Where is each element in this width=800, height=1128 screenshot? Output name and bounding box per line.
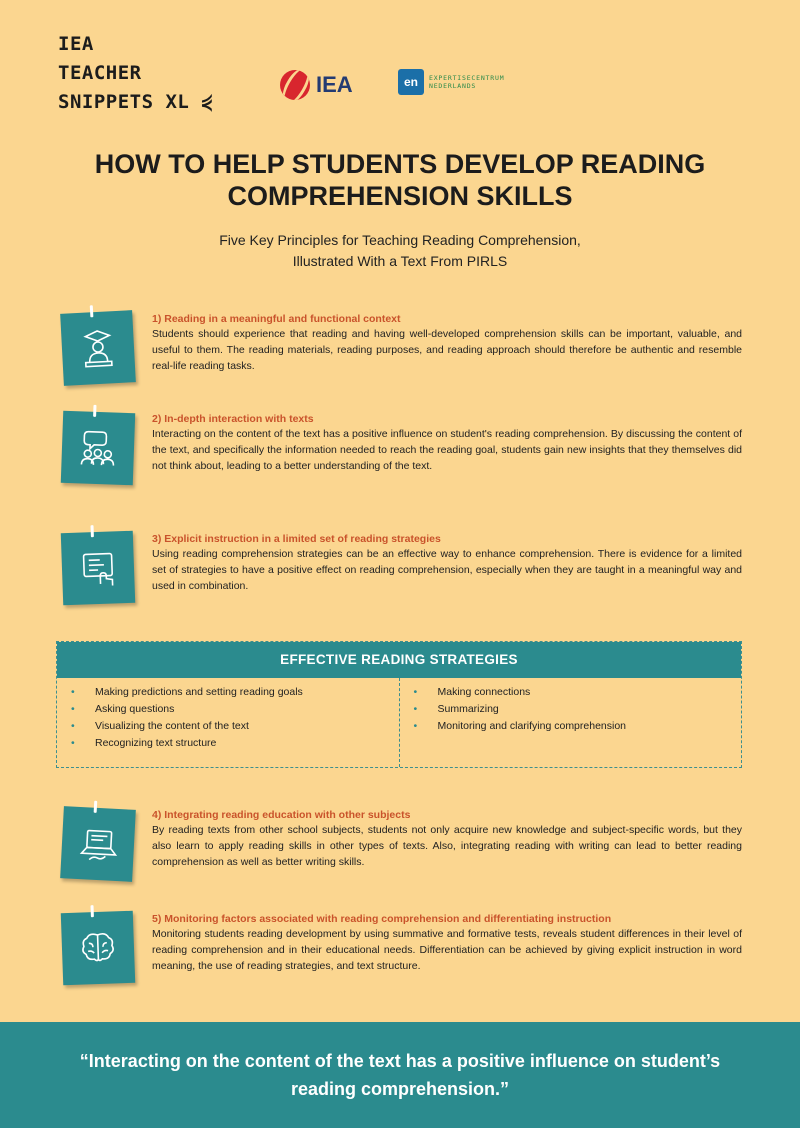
series-logo-line: SNIPPETS XL ⋞ <box>58 91 214 113</box>
principle-heading: 3) Explicit instruction in a limited set of reading strategies <box>152 533 441 545</box>
principle-body: Using reading comprehension strategies can be an effective way to enhance comprehension. There is evidence for a limited set of strategies to have a positive effect on reading comprehension, especially when they are taught in a meaningful way and used in combination. <box>152 548 742 592</box>
iea-logo <box>280 70 353 100</box>
subtitle-line: Five Key Principles for Teaching Reading Comprehension, <box>219 232 581 248</box>
principle-heading: 2) In-depth interaction with texts <box>152 413 314 425</box>
globe-icon <box>280 70 310 100</box>
expertisecentrum-logo <box>398 69 504 95</box>
principle-body: Students should experience that reading and having well-developed comprehension skills can be important, valuable, and useful to them. The reading materials, reading purposes, and reading approach should therefore be authentic and resemble real-life reading tasks. <box>152 328 742 372</box>
discussion-icon <box>75 425 121 471</box>
pull-quote: “Interacting on the content of the text has a positive influence on student’s reading comprehension.” <box>79 1051 721 1099</box>
icon-card <box>61 911 135 985</box>
brain-icon <box>75 925 121 971</box>
page-title: HOW TO HELP STUDENTS DEVELOP READING COMPREHENSION SKILLS <box>94 149 706 211</box>
strategy-item: • Recognizing text structure <box>71 735 399 752</box>
series-logo-line: IEA <box>58 33 94 55</box>
tablet-icon <box>75 545 121 591</box>
series-logo-line: TEACHER <box>58 62 142 84</box>
strategies-list-left <box>71 684 399 752</box>
subtitle-line: Illustrated With a Text From PIRLS <box>292 253 508 269</box>
pin-icon <box>94 801 98 813</box>
en-logo-icon: en <box>398 69 424 95</box>
quote-band <box>0 1022 800 1128</box>
iea-logo-text: IEA <box>316 72 353 97</box>
strategy-item: • Asking questions <box>71 701 399 718</box>
strategy-item: • Summarizing <box>414 701 742 718</box>
principle-heading: 5) Monitoring factors associated with reading comprehension and differentiating instruction <box>152 913 612 925</box>
strategy-item: • Visualizing the content of the text <box>71 718 399 735</box>
pin-icon <box>90 305 94 317</box>
pin-icon <box>93 405 96 417</box>
principle-body: Monitoring students reading development by using summative and formative tests, reveals student differences in their level of reading comprehension and in their educational needs. Differentiation can be achieved by giving explicit instruction in word meaning, the use of reading strategies, and text structure. <box>152 928 742 972</box>
series-logo <box>58 30 213 117</box>
strategy-item: • Making connections <box>414 684 742 701</box>
teacher-icon <box>75 325 121 371</box>
strategies-list-right <box>414 684 742 735</box>
icon-card <box>61 531 135 605</box>
principle-heading: 4) Integrating reading education with other subjects <box>152 809 411 821</box>
strategy-item: • Making predictions and setting reading goals <box>71 684 399 701</box>
principle-heading: 1) Reading in a meaningful and functional context <box>152 313 401 325</box>
principle-body: Interacting on the content of the text has a positive influence on student's reading comprehension. By discussing the content of the text, and specifically the information needed to reach the reading goal, students gain new insights that they themselves did not think about, leading to a better understanding of the text. <box>152 428 742 472</box>
strategy-item: • Monitoring and clarifying comprehension <box>414 718 742 735</box>
expertise-logo-line: EXPERTISECENTRUM <box>429 74 505 82</box>
pin-icon <box>91 525 94 537</box>
icon-card <box>60 806 136 882</box>
subtitle <box>100 230 700 272</box>
pin-icon <box>91 905 94 917</box>
principle-body: By reading texts from other school subjects, students not only acquire new knowledge and subject-specific words, but they also learn to apply reading skills in other types of texts. Also, integrating reading with writing can lead to better reading comprehension as well as better writing skills. <box>152 824 742 868</box>
laptop-icon <box>75 821 121 867</box>
strategies-box <box>56 641 742 768</box>
icon-card <box>60 310 136 386</box>
icon-card <box>61 411 135 485</box>
expertise-logo-line: NEDERLANDS <box>429 82 477 90</box>
arrow-lines-icon: ⋞ <box>189 91 214 113</box>
strategies-title: EFFECTIVE READING STRATEGIES <box>57 642 741 678</box>
